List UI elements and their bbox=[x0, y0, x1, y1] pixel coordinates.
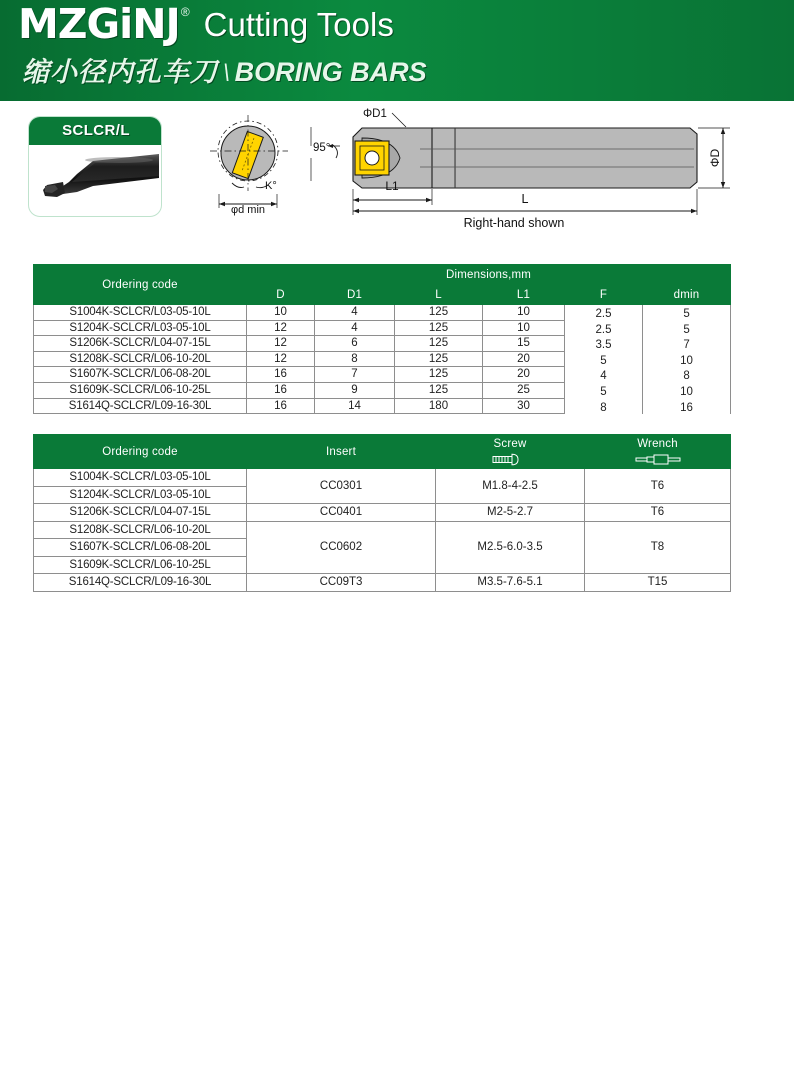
cell-l1: 10 bbox=[483, 305, 565, 321]
accessories-table bbox=[33, 434, 731, 592]
header-col-d: D bbox=[247, 285, 315, 305]
cell-d: 16 bbox=[247, 367, 315, 383]
cell-l: 125 bbox=[395, 336, 483, 352]
table-header-row bbox=[34, 435, 731, 469]
cell-screw: M2.5-6.0-3.5 bbox=[436, 521, 585, 574]
cell-ordering-code: S1204K-SCLCR/L03-05-10L bbox=[34, 486, 247, 504]
cell-wrench: T8 bbox=[585, 521, 731, 574]
screw-icon bbox=[490, 453, 530, 466]
cell-d1: 14 bbox=[315, 398, 395, 414]
cell-l: 125 bbox=[395, 305, 483, 321]
cell-ordering-code: S1204K-SCLCR/L03-05-10L bbox=[34, 320, 247, 336]
cell-insert: CC0602 bbox=[247, 521, 436, 574]
cell-ordering-code: S1206K-SCLCR/L04-07-15L bbox=[34, 336, 247, 352]
header-col-dmin: dmin bbox=[643, 285, 731, 305]
cell-dmin: 7 bbox=[643, 338, 731, 354]
cell-l: 125 bbox=[395, 382, 483, 398]
cell-insert: CC0401 bbox=[247, 504, 436, 522]
cell-dmin: 16 bbox=[643, 400, 731, 416]
dimensions-table-body bbox=[34, 305, 731, 414]
table-row bbox=[34, 521, 731, 539]
cell-screw: M3.5-7.6-5.1 bbox=[436, 574, 585, 592]
cell-l: 125 bbox=[395, 351, 483, 367]
subtitle-chinese: 缩小径内孔车刀 bbox=[22, 57, 218, 88]
cell-dmin: 10 bbox=[643, 353, 731, 369]
cell-ordering-code: S1607K-SCLCR/L06-08-20L bbox=[34, 367, 247, 383]
cell-f: 2.5 bbox=[565, 307, 643, 323]
subtitle-english: BORING BARS bbox=[234, 57, 427, 87]
label-phi-d1: ΦD1 bbox=[363, 108, 387, 120]
table-row bbox=[34, 305, 731, 321]
cell-l1: 20 bbox=[483, 351, 565, 367]
header-wrench bbox=[585, 435, 731, 469]
table-row bbox=[34, 351, 731, 367]
cell-dmin: 10 bbox=[643, 384, 731, 400]
cell-ordering-code: S1607K-SCLCR/L06-08-20L bbox=[34, 539, 247, 557]
cell-f: 5 bbox=[565, 384, 643, 400]
label-k-angle: K° bbox=[265, 180, 277, 192]
table-row bbox=[34, 504, 731, 522]
header-ordering-code: Ordering code bbox=[34, 265, 247, 305]
accessories-table-body bbox=[34, 469, 731, 592]
label-l1: L1 bbox=[385, 179, 399, 193]
header-col-l: L bbox=[395, 285, 483, 305]
product-type-label: SCLCR/L bbox=[62, 122, 130, 139]
cell-screw: M1.8-4-2.5 bbox=[436, 469, 585, 504]
cell-l1: 10 bbox=[483, 320, 565, 336]
table-row bbox=[34, 574, 731, 592]
cell-f: 8 bbox=[565, 400, 643, 416]
cell-d: 12 bbox=[247, 351, 315, 367]
header-wrench-label: Wrench bbox=[637, 437, 678, 450]
cell-wrench: T15 bbox=[585, 574, 731, 592]
header-screw-label: Screw bbox=[493, 437, 527, 450]
cell-d1: 6 bbox=[315, 336, 395, 352]
cell-d1: 4 bbox=[315, 305, 395, 321]
brand-logo bbox=[18, 2, 394, 48]
brand-tagline: Cutting Tools bbox=[203, 6, 394, 43]
registered-trademark-icon: ® bbox=[180, 5, 190, 19]
table-row bbox=[34, 336, 731, 352]
cell-l: 125 bbox=[395, 367, 483, 383]
cell-ordering-code: S1614Q-SCLCR/L09-16-30L bbox=[34, 398, 247, 414]
cell-ordering-code: S1206K-SCLCR/L04-07-15L bbox=[34, 504, 247, 522]
header-dimensions-group: Dimensions,mm bbox=[247, 265, 731, 285]
header-col-d1: D1 bbox=[315, 285, 395, 305]
header-subtitle bbox=[22, 50, 427, 89]
table-row bbox=[34, 367, 731, 383]
cell-ordering-code: S1609K-SCLCR/L06-10-25L bbox=[34, 556, 247, 574]
header-col-f: F bbox=[565, 285, 643, 305]
cell-wrench: T6 bbox=[585, 469, 731, 504]
cell-d1: 9 bbox=[315, 382, 395, 398]
cell-ordering-code: S1609K-SCLCR/L06-10-25L bbox=[34, 382, 247, 398]
cell-l1: 20 bbox=[483, 367, 565, 383]
header-insert: Insert bbox=[247, 435, 436, 469]
subtitle-separator: \ bbox=[223, 60, 230, 87]
table-row bbox=[34, 469, 731, 487]
brand-name: MZGiNJ bbox=[18, 0, 180, 48]
cell-l1: 30 bbox=[483, 398, 565, 414]
cell-l1: 25 bbox=[483, 382, 565, 398]
cell-f: 5 bbox=[565, 353, 643, 369]
cell-l: 180 bbox=[395, 398, 483, 414]
cell-f: 2.5 bbox=[565, 322, 643, 338]
cell-d1: 4 bbox=[315, 320, 395, 336]
cell-d: 10 bbox=[247, 305, 315, 321]
diagram-caption: Right-hand shown bbox=[463, 216, 565, 230]
label-phi-d: ΦD bbox=[708, 148, 722, 168]
cell-dmin: 8 bbox=[643, 369, 731, 385]
cell-ordering-code: S1004K-SCLCR/L03-05-10L bbox=[34, 469, 247, 487]
header-ordering-code: Ordering code bbox=[34, 435, 247, 469]
cell-d1: 8 bbox=[315, 351, 395, 367]
cell-d: 16 bbox=[247, 382, 315, 398]
cell-dmin: 5 bbox=[643, 322, 731, 338]
header-col-l1: L1 bbox=[483, 285, 565, 305]
cell-dmin: 5 bbox=[643, 307, 731, 323]
cell-wrench: T6 bbox=[585, 504, 731, 522]
header-screw bbox=[436, 435, 585, 469]
cell-l: 125 bbox=[395, 320, 483, 336]
table-row bbox=[34, 320, 731, 336]
cell-ordering-code: S1004K-SCLCR/L03-05-10L bbox=[34, 305, 247, 321]
cell-f: 3.5 bbox=[565, 338, 643, 354]
cell-d: 12 bbox=[247, 336, 315, 352]
dimensions-table bbox=[33, 264, 731, 414]
table-row bbox=[34, 382, 731, 398]
cell-insert: CC0301 bbox=[247, 469, 436, 504]
label-95-degrees: 95° bbox=[313, 142, 331, 154]
cell-f: 4 bbox=[565, 369, 643, 385]
cell-ordering-code: S1208K-SCLCR/L06-10-20L bbox=[34, 521, 247, 539]
cell-l1: 15 bbox=[483, 336, 565, 352]
table-row bbox=[34, 398, 731, 414]
label-dmin: φd min bbox=[230, 204, 266, 216]
cell-ordering-code: S1614Q-SCLCR/L09-16-30L bbox=[34, 574, 247, 592]
dimension-drawing bbox=[0, 101, 794, 251]
cell-insert: CC09T3 bbox=[247, 574, 436, 592]
cell-d: 16 bbox=[247, 398, 315, 414]
cell-ordering-code: S1208K-SCLCR/L06-10-20L bbox=[34, 351, 247, 367]
technical-diagram-area bbox=[0, 101, 794, 251]
wrench-icon bbox=[634, 453, 682, 466]
cell-d: 12 bbox=[247, 320, 315, 336]
cell-screw: M2-5-2.7 bbox=[436, 504, 585, 522]
cell-d1: 7 bbox=[315, 367, 395, 383]
label-l: L bbox=[521, 192, 529, 206]
page-header-banner bbox=[0, 0, 794, 101]
table-header-row bbox=[34, 265, 731, 285]
